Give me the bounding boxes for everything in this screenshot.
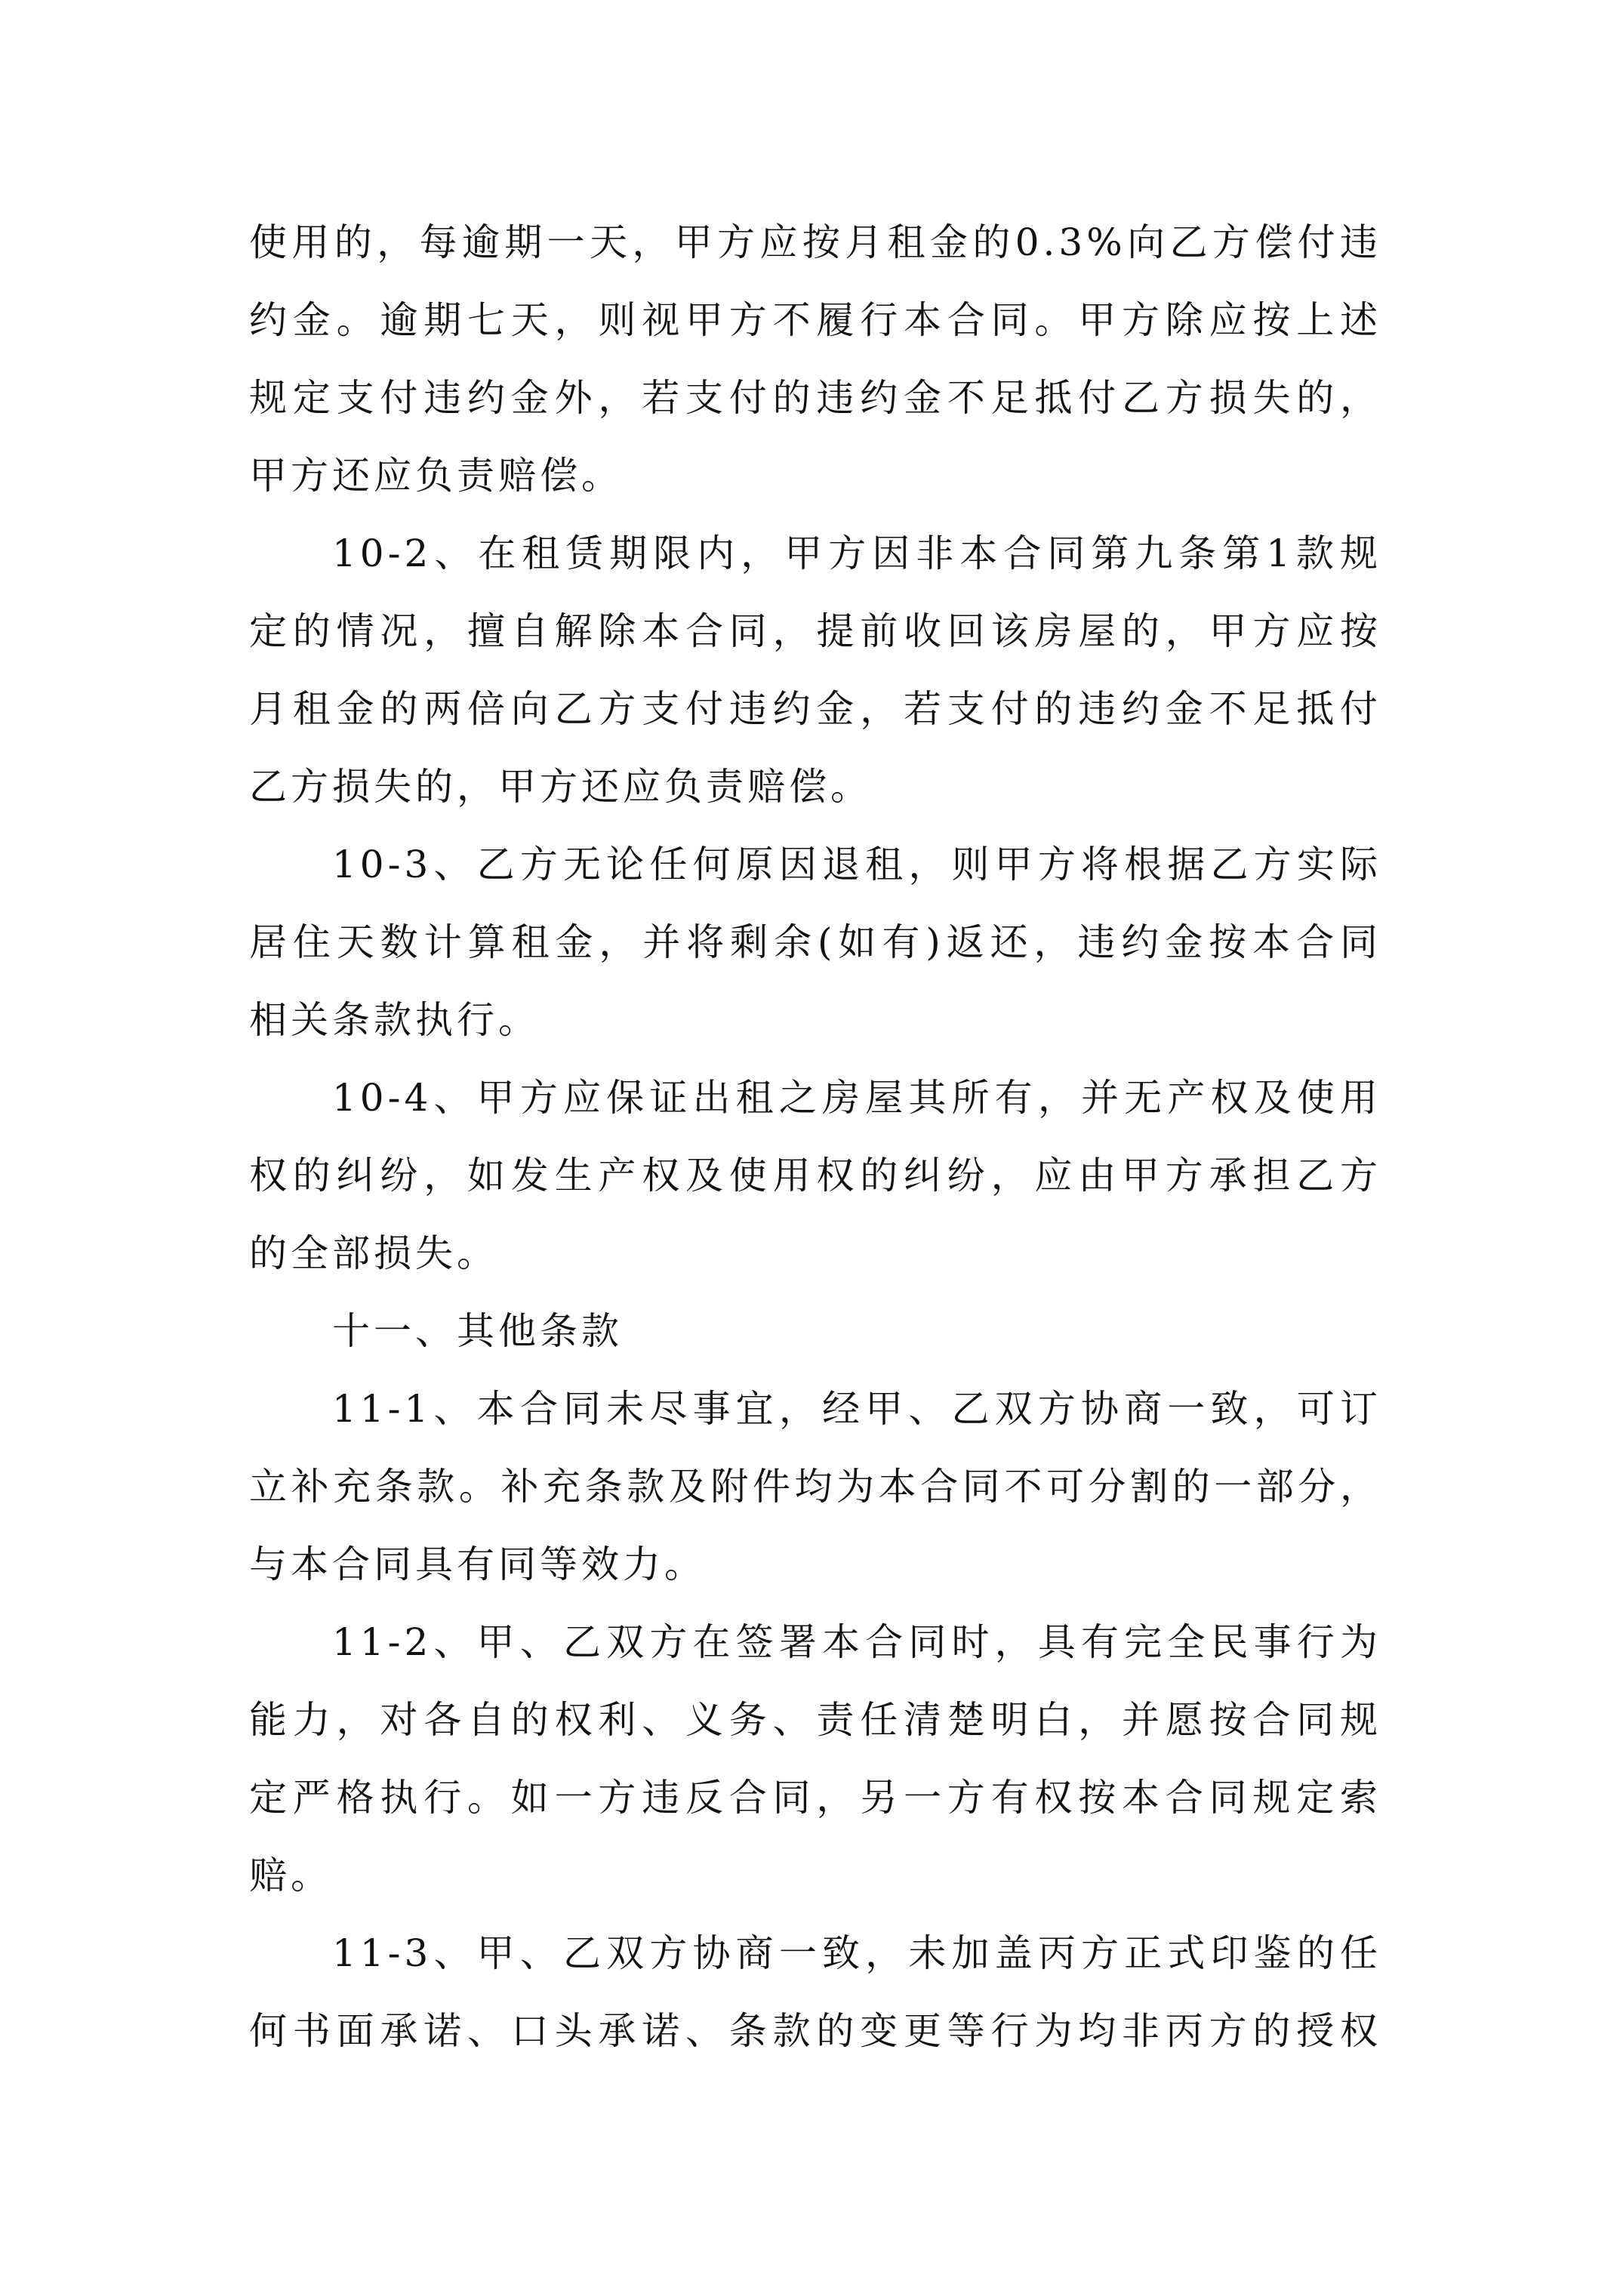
text-line: 立补充条款。补充条款及附件均为本合同不可分割的一部分， bbox=[249, 1465, 1381, 1509]
text-line: 定的情况，擅自解除本合同，提前收回该房屋的，甲方应按 bbox=[249, 609, 1381, 653]
text-line: 定严格执行。如一方违反合同，另一方有权按本合同规定索 bbox=[249, 1776, 1381, 1820]
text-line: 10-4、甲方应保证出租之房屋其所有，并无产权及使用 bbox=[332, 1076, 1381, 1120]
text-line: 11-3、甲、乙双方协商一致，未加盖丙方正式印鉴的任 bbox=[332, 1931, 1381, 1975]
text-line: 乙方损失的，甲方还应负责赔偿。 bbox=[249, 765, 872, 809]
text-line: 约金。逾期七天，则视甲方不履行本合同。甲方除应按上述 bbox=[249, 298, 1381, 342]
text-line: 何书面承诺、口头承诺、条款的变更等行为均非丙方的授权 bbox=[249, 2009, 1381, 2053]
text-line: 10-3、乙方无论任何原因退租，则甲方将根据乙方实际 bbox=[332, 843, 1381, 886]
text-line: 使用的，每逾期一天，甲方应按月租金的0.3%向乙方偿付违 bbox=[249, 220, 1381, 264]
text-line: 10-2、在租赁期限内，甲方因非本合同第九条第1款规 bbox=[332, 532, 1381, 575]
text-line: 权的纠纷，如发生产权及使用权的纠纷，应由甲方承担乙方 bbox=[249, 1154, 1381, 1197]
text-line: 的全部损失。 bbox=[249, 1231, 498, 1275]
text-line: 居住天数计算租金，并将剩余(如有)返还，违约金按本合同 bbox=[249, 920, 1381, 964]
text-line: 甲方还应负责赔偿。 bbox=[249, 454, 623, 498]
text-line: 规定支付违约金外，若支付的违约金不足抵付乙方损失的， bbox=[249, 376, 1381, 420]
text-line: 能力，对各自的权利、义务、责任清楚明白，并愿按合同规 bbox=[249, 1698, 1381, 1742]
text-line: 11-1、本合同未尽事宜，经甲、乙双方协商一致，可订 bbox=[332, 1387, 1381, 1431]
text-line: 与本合同具有同等效力。 bbox=[249, 1542, 706, 1586]
text-line: 相关条款执行。 bbox=[249, 998, 540, 1042]
section-heading: 十一、其他条款 bbox=[332, 1309, 623, 1353]
text-line: 11-2、甲、乙双方在签署本合同时，具有完全民事行为 bbox=[332, 1620, 1381, 1664]
text-line: 月租金的两倍向乙方支付违约金，若支付的违约金不足抵付 bbox=[249, 687, 1381, 731]
text-line: 赔。 bbox=[249, 1854, 332, 1897]
